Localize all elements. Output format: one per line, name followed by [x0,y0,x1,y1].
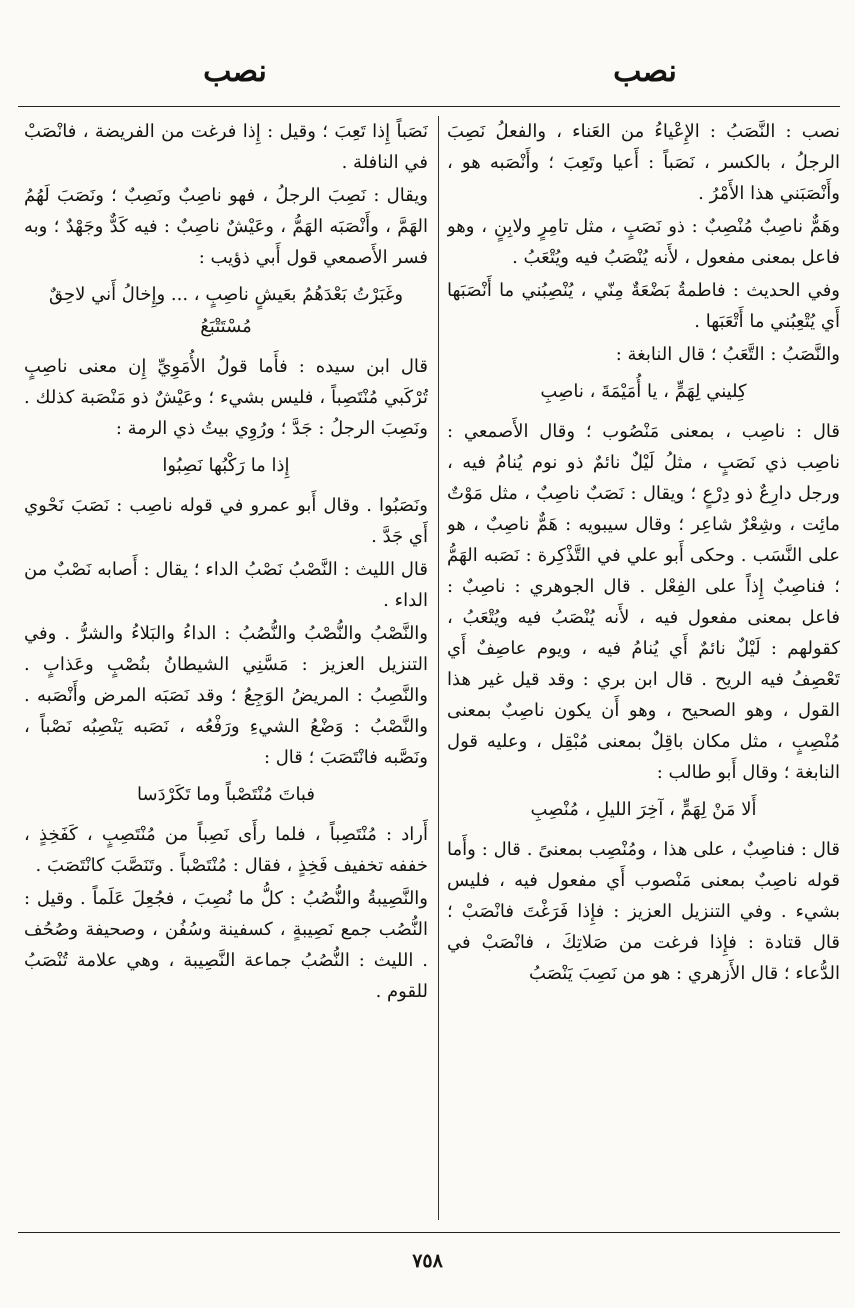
entry-paragraph: وهَمٌّ ناصِبٌ مُنْصِبٌ : ذو نَصَبٍ ، مثل تامِرٍ ولابِنٍ ، وهو فاعل بمعنى مفعول ، لأَنه يُنْصَبُ فيه ويُتْعَبُ . [447,216,840,268]
entry-paragraph: قال : فناصِبٌ ، على هذا ، ومُنْصِب بمعنىً . قال : وأَما قوله ناصِبٌ بمعنى مَنْصوب أَي مفعول فيه ، فليس بشيء . وفي التنزيل العزيز : فإِذا فَرَغْتَ فانْصَبْ ؛ قال قتادة : فإِذا فرغت من صَلاتِكَ ، فانْصَبْ في الدُّعاء ؛ قال الأَزهري : هو من نَصِبَ يَنْصَبُ [447,839,840,984]
entry-paragraph: نصب : النَّصَبُ : الإِعْياءُ من العَناء ، والفعلُ نَصِبَ الرجلُ ، بالكسر ، نَصَباً : أَعيا وتَعِبَ ؛ وأَنْصَبه هو ، وأَنْصَبَني هذا الأَمْرُ . [447,121,840,204]
poetry-verse: كِليني لِهَمٍّ ، يا أُمَيْمَةَ ، ناصِبِ [540,381,747,402]
column-divider [438,116,439,1220]
header-rule [18,106,840,107]
right-column [447,116,840,1220]
entry-paragraph: وفي الحديث : فاطمةُ بَضْعَةٌ مِنّي ، يُنْصِبُني ما أَنْصَبَها أَي يُتْعِبُني ما أَتْعَبَها . [447,280,840,332]
entry-paragraph: قال الليث : النَّصْبُ نَصْبُ الداء ؛ يقال : أَصابه نَصْبٌ من الداء . [24,559,428,611]
entry-paragraph: والنَّصِيبةُ والنُّصُبُ : كلُّ ما نُصِبَ ، فجُعِلَ عَلَماً . وقيل : النُّصُب جمع نَصِيبةٍ ، كسفينة وسُفُن ، وصحيفة وصُحُف . الليث : النُّصُبُ جماعة النَّصِيبة ، وهي علامة تُنْصَبُ للقوم . [24,888,428,1002]
poetry-verse: أَلا مَنْ لِهَمٍّ ، آخِرَ الليلِ ، مُنْصِبِ [530,799,757,820]
right-headword: نصب [613,54,677,89]
poetry-verse: وغَبَرْتُ بَعْدَهُمُ بعَيشٍ ناصِبٍ ، ... وإِخالُ أَني لاحِقٌ مُسْتَتْبَعُ [48,284,404,337]
entry-paragraph: والنَّصْبُ والنُّصْبُ والنُّصُبُ : الداءُ والبَلاءُ والشرُّ . وفي التنزيل العزيز : مَسَّنِي الشيطانُ بنُصْبٍ وعَذابٍ . والنَّصِبُ : المريضُ الوَجِعُ ؛ وقد نَصَبَه المرض وأَنْصَبه . والنَّصْبُ : وَضْعُ الشيءِ ورَفْعُه ، نَصَبه يَنْصِبُه نَصْباً ، ونَصَّبه فانْتَصَبَ ؛ قال : [24,623,428,768]
left-column [24,116,428,1220]
entry-paragraph: قال : ناصِب ، بمعنى مَنْصُوب ؛ وقال الأَصمعي : ناصِب ذي نَصَبٍ ، مثلُ لَيْلٌ نائمٌ ذو نوم يُنامُ فيه ، ورجل دارِعٌ ذو دِرْعٍ ؛ ويقال : نَصَبٌ ناصِبٌ ، مثل مَوْتٌ مائِت ، وشِعْرٌ شاعِر ؛ وقال سيبويه : هَمٌّ ناصِبٌ ، هو على النَّسَب . وحكى أَبو علي في التَّذْكِرة : نَصَبه الهَمُّ ؛ فناصِبٌ إِذاً على الفِعْل . قال الجوهري : ناصِبٌ : فاعل بمعنى مفعول فيه ، لأَنه يُنْصَبُ فيه ويُتْعَبُ ، كقولهم : لَيْلٌ نائمٌ أَي يُنامُ فيه ، ويوم عاصِفٌ أَي تَعْصِفُ فيه الريح . قال ابن بري : وقد قيل غير هذا القول ، وهو الصحيح ، وهو أَن يكون ناصِبٌ بمعنى مُنْصِبٍ ، مثل مكان باقِلٌ بمعنى مُبْقِل ، وعليه قول النابغة ؛ وقال أَبو طالب : [447,421,840,783]
left-headword: نصب [203,54,267,89]
entry-paragraph: والنَّصَبُ : التَّعَبُ ؛ قال النابغة : [615,344,840,365]
entry-paragraph: أَراد : مُنْتَصِباً ، فلما رأَى نَصِباً من مُنْتَصِبٍ ، كَفَخِذٍ ، خففه تخفيف فَخِذٍ ، فقال : مُنْتَصْباً . وتَنَصَّبَ كانْتَصَبَ . [24,824,428,876]
entry-paragraph: ويقال : نَصِبَ الرجلُ ، فهو ناصِبٌ ونَصِبٌ ؛ ونَصَبَ لَهُمُ الهَمَّ ، وأَنْصَبَه الهَمُّ ، وعَيْشٌ ناصِبٌ : فيه كَدٌّ وجَهْدٌ ؛ وبه فسر الأَصمعي قول أَبي ذؤيب : [24,185,428,268]
page-header [0,52,855,96]
entry-paragraph: ونَصَبُوا . وقال أَبو عمرو في قوله ناصِب : نَصَبَ نَحْوي أَي جَدَّ . [24,495,428,547]
entry-paragraph: نَصَباً إِذا تَعِبَ ؛ وقيل : إِذا فرغت من الفريضة ، فانْصَبْ في النافلة . [24,121,428,173]
poetry-verse: فباتَ مُنْتَصْباً وما تَكَرْدَسا [137,784,315,805]
entry-paragraph: قال ابن سيده : فأَما قولُ الأُمَوِيِّ إِن معنى ناصِبٍ تُرْكَبي مُنْتَصِباً ، فليس بشيء ؛ وعَيْشٌ ذو مَنْصَبة كذلك . ونَصِبَ الرجلُ : جَدَّ ؛ ورُوِي بيتُ ذي الرمة : [24,356,428,439]
poetry-verse: إِذا ما رَكْبُها نَصِبُوا [162,455,290,476]
footer-rule [18,1232,840,1233]
page-number: ٧٥٨ [412,1250,443,1272]
